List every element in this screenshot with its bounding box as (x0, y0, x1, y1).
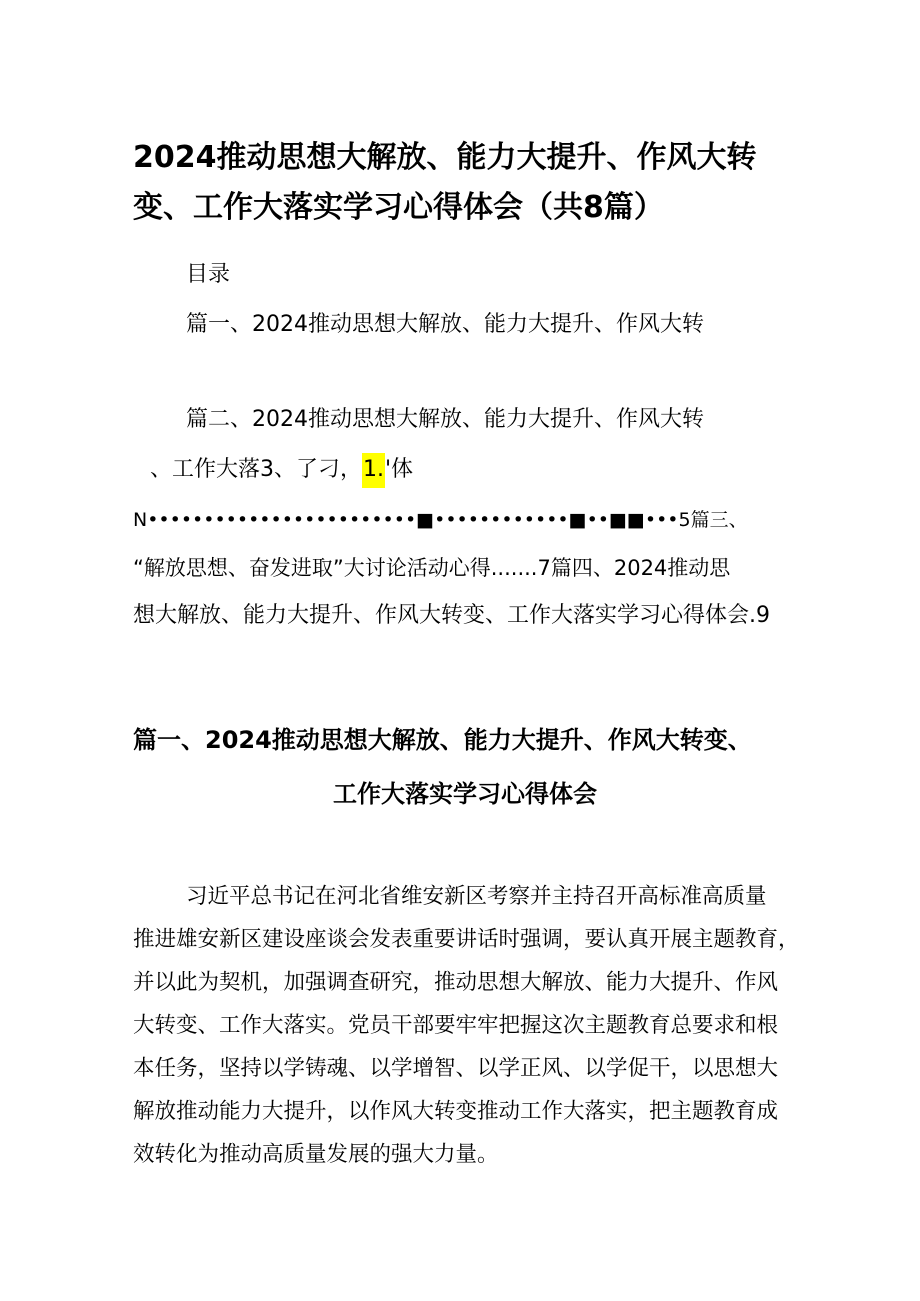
highlighted-text: 1. (362, 453, 385, 488)
toc-entry-3-4: “解放思想、奋发进取”大讨论活动心得.......7篇四、2024推动思 (133, 556, 731, 580)
toc-entry-2: 篇二、2024推动思想大解放、能力大提升、作风大转 (186, 407, 704, 432)
section-heading-line-1: 篇一、2024推动思想大解放、能力大提升、作风大转变、 (133, 726, 752, 754)
paragraph-line: 并以此为契机，加强调查研究，推动思想大解放、能力大提升、作风 (133, 970, 779, 995)
toc-label: 目录 (186, 262, 231, 287)
document-title-line-1: 2024推动思想大解放、能力大提升、作风大转 (133, 140, 757, 175)
paragraph-line: 效转化为推动高质量发展的强大力量。 (133, 1142, 499, 1167)
paragraph-line: 推进雄安新区建设座谈会发表重要讲话时强调，要认真开展主题教育， (133, 927, 800, 952)
document-title-line-2: 变、工作大落实学习心得体会（共8篇） (133, 190, 664, 225)
toc-continuation-suffix: '体 (385, 457, 414, 482)
paragraph-line: 本任务，坚持以学铸魂、以学增智、以学正风、以学促干，以思想大 (133, 1056, 779, 1081)
paragraph-line: 解放推动能力大提升，以作风大转变推动工作大落实，把主题教育成 (133, 1099, 779, 1124)
toc-entry-2-continuation (150, 455, 413, 485)
toc-continuation-text: 、工作大落3、了刁， (150, 457, 362, 482)
toc-entry-1: 篇一、2024推动思想大解放、能力大提升、作风大转 (186, 312, 704, 337)
paragraph-line: 大转变、工作大落实。党员干部要牢牢把握这次主题教育总要求和根 (133, 1013, 779, 1038)
toc-entry-4-continuation: 想大解放、能力大提升、作风大转变、工作大落实学习心得体会.9 (133, 603, 770, 628)
toc-leader-line: N••••••••••••••••••••••••■••••••••••••■••■■•••5篇三、 (133, 509, 748, 531)
paragraph-line: 习近平总书记在河北省维安新区考察并主持召开高标准高质量 (186, 884, 767, 909)
section-heading-line-2: 工作大落实学习心得体会 (333, 780, 597, 808)
